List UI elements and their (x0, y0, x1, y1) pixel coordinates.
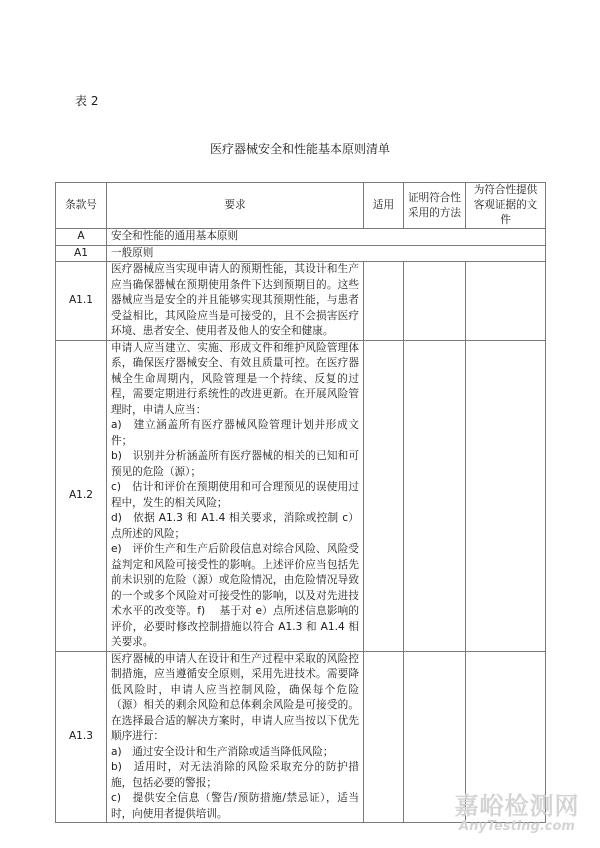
clause-number: A1 (56, 245, 107, 262)
applicable-cell (364, 340, 404, 651)
requirement-paragraph: 医疗器械应当实现申请人的预期性能，其设计和生产应当确保器械在预期使用条件下达到预期目的。这些器械应当是安全的并且能够实现其预期性能，与患者受益相比，其风险应当是可接受的，且不会损害医疗环境、患者安全、使用者及他人的安全和健康。 (111, 263, 359, 337)
method-cell (404, 340, 466, 651)
header-requirement: 要求 (107, 183, 364, 229)
requirement-text (107, 340, 364, 651)
clause-number: A1.3 (56, 651, 107, 823)
watermark-english: AnyTesting.com (459, 819, 575, 834)
requirement-item-c: c) 估计和评价在预期使用和可合理预见的误使用过程中，发生的相关风险； (111, 481, 359, 509)
table-row (56, 340, 546, 651)
section-title: 一般原则 (107, 245, 546, 262)
document-title: 医疗器械安全和性能基本原则清单 (209, 142, 390, 156)
clause-number: A (56, 229, 107, 246)
evidence-cell (466, 340, 546, 651)
requirement-item-e-f: e) 评价生产和生产后阶段信息对综合风险、风险受益判定和风险可接受性的影响。上述评价应当包括先前未识别的危险（源）或危险情况，由危险情况导致的一个或多个风险对可接受性的影响，以及对先进技术水平的改变等。f) 基于对 e）点所述信息影响的评价，必要时修改控制措施以符合 A1.3 和 A1.4 相关要求。 (111, 543, 359, 648)
header-row (56, 183, 546, 229)
requirement-item-b: b) 识别并分析涵盖所有医疗器械的相关的已知和可预见的危险（源）； (111, 450, 359, 478)
principles-checklist-table (55, 182, 546, 823)
evidence-cell (466, 262, 546, 341)
requirement-paragraph: 申请人应当建立、实施、形成文件和维护风险管理体系，确保医疗器械安全、有效且质量可控。在医疗器械全生命周期内，风险管理是一个持续、反复的过程，需要定期进行系统性的改进更新。在开展风险管理时，申请人应当： (111, 341, 359, 416)
method-cell (404, 262, 466, 341)
watermark (437, 793, 597, 835)
requirement-text (107, 651, 364, 823)
table-label: 表 2 (75, 94, 99, 108)
requirement-item-b: b) 适用时，对无法消除的风险采取充分的防护措施，包括必要的警报； (111, 761, 359, 789)
clause-number: A1.2 (56, 340, 107, 651)
requirement-item-d: d) 依据 A1.3 和 A1.4 相关要求，消除或控制 c）点所述的风险； (111, 512, 359, 540)
requirement-item-c: c) 提供安全信息（警告/预防措施/禁忌证），适当时，向使用者提供培训。 (111, 792, 359, 820)
section-title: 安全和性能的通用基本原则 (107, 229, 546, 246)
header-clause: 条款号 (56, 183, 107, 229)
requirement-item-a: a) 建立涵盖所有医疗器械风险管理计划并形成文件； (111, 419, 359, 447)
clause-number: A1.1 (56, 262, 107, 341)
header-method: 证明符合性采用的方法 (404, 183, 466, 229)
applicable-cell (364, 262, 404, 341)
table-row (56, 229, 546, 246)
requirement-paragraph: 医疗器械的申请人在设计和生产过程中采取的风险控制措施，应当遵循安全原则，采用先进技术。需要降低风险时，申请人应当控制风险，确保每个危险（源）相关的剩余风险和总体剩余风险是可接受的。在选择最合适的解决方案时，申请人应当按以下优先顺序进行： (111, 652, 359, 742)
applicable-cell (364, 651, 404, 823)
requirement-text (107, 262, 364, 341)
requirement-item-a: a) 通过安全设计和生产消除或适当降低风险； (111, 745, 334, 758)
header-evidence: 为符合性提供客观证据的文件 (466, 183, 546, 229)
table-row (56, 262, 546, 341)
watermark-chinese: 嘉峪检测网 (454, 792, 580, 820)
header-applicable: 适用 (364, 183, 404, 229)
table-row (56, 245, 546, 262)
